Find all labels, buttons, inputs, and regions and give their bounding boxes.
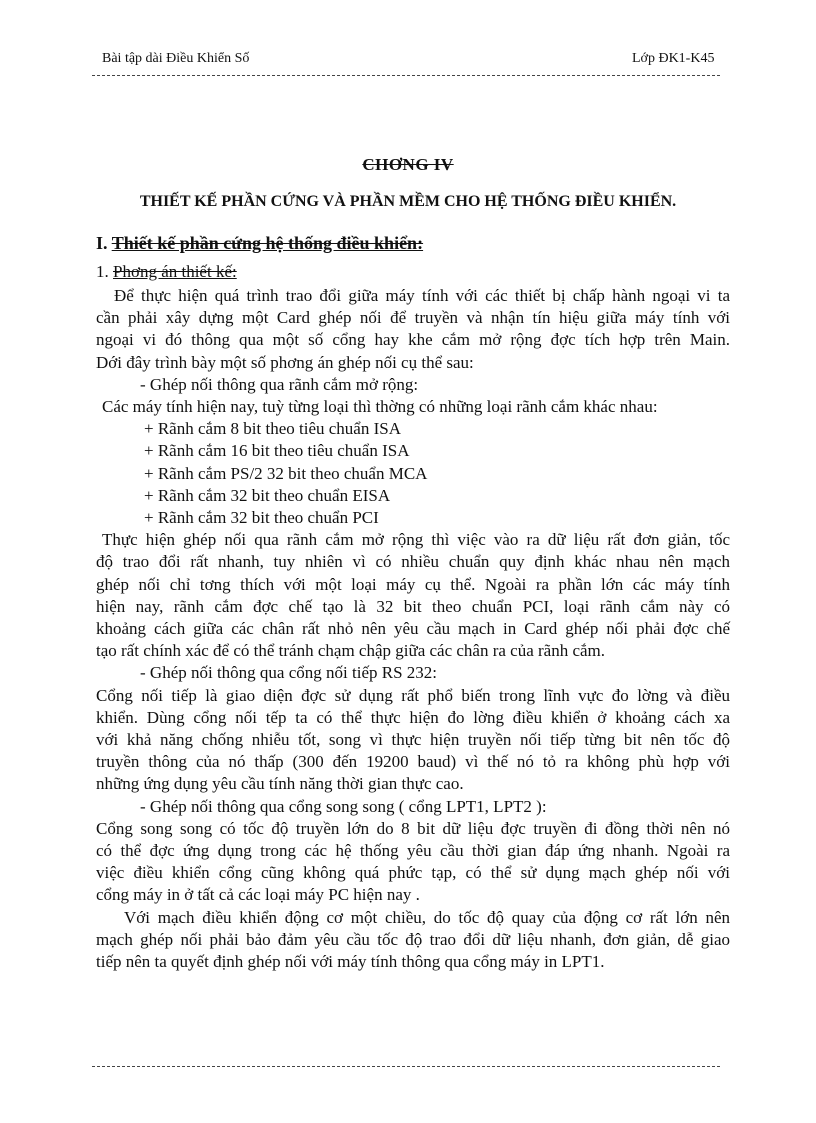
text-line: Cổng nối tiếp là giao diện đợc sử dụng rất phổ biến trong lĩnh vực đo lờng và điều	[96, 685, 730, 705]
text-line: Để thực hiện quá trình trao đổi giữa máy tính với các thiết bị chấp hành ngoại vi ta	[114, 286, 730, 305]
text-line: mạch ghép nối phải bảo đảm yêu cầu tốc độ trao đổi dữ liệu nhanh, đơn giản, dễ giao	[96, 929, 730, 949]
text-line: hiện nay, rãnh cắm đợc chế tạo là 32 bit theo chuẩn PCI, loại rãnh cắm này có	[96, 596, 730, 616]
text-line: tiếp nên ta quyết định ghép nối với máy tính thông qua cổng máy in LPT1.	[96, 952, 605, 972]
slot-heading: - Ghép nối thông qua rãnh cắm mở rộng:	[140, 374, 419, 394]
text-line: những ứng dụng yêu cầu tính năng thời gian thực cao.	[96, 774, 464, 794]
text-line: độ trao đổi rất nhanh, tuy nhiên vì có nhiều chuẩn quy định khác nhau nên mạch	[96, 552, 730, 572]
text-line: cổng máy in ở tất cả các loại máy PC hiện nay .	[96, 885, 420, 905]
text-line: Dới đây trình bày một số phơng án ghép nối cụ thể sau:	[96, 352, 474, 372]
section-title: Thiết kế phần cứng hệ thống điều khiển:	[111, 233, 424, 253]
list-item: + Rãnh cắm PS/2 32 bit theo chuẩn MCA	[144, 463, 428, 483]
header-divider	[92, 75, 720, 76]
text-line: cần phải xây dựng một Card ghép nối để truyền và nhận tín hiệu giữa máy tính với	[96, 308, 730, 328]
text-line: Cổng song song có tốc độ truyền lớn do 8 bit dữ liệu đợc truyền đi đồng thời nên nó	[96, 818, 730, 838]
document-body	[96, 285, 730, 973]
text-line: truyền thông của nó thấp (300 đến 19200 baud) vì thế nó tỏ ra không phù hợp với	[96, 752, 730, 772]
list-item: + Rãnh cắm 8 bit theo tiêu chuẩn ISA	[144, 419, 401, 439]
text-line: ghép nối chỉ tơng thích với một loại máy cụ thể. Ngoài ra phần lớn các máy tính	[96, 574, 730, 594]
chapter-title: CHƠNG IV	[362, 155, 454, 174]
text-line: khoảng cách giữa các chân rất nhỏ nên yêu cầu mạch in Card ghép nối phải đợc chế	[96, 619, 730, 639]
text-line: việc điều khiển cổng cũng không quá phức tạp, có thể sử dụng mạch ghép nối với	[96, 863, 730, 883]
text-line: có thể đợc ứng dụng trong các hệ thống yêu cầu thời gian đáp ứng nhanh. Ngoài ra	[96, 841, 730, 861]
text-line: khiển. Dùng cổng nối tếp ta có thể thực hiện đo lờng điều khiển ở khoảng cách xa	[96, 707, 730, 727]
text-line: tạo rất chính xác để có thể tránh chạm chập giữa các chân ra của rãnh cắm.	[96, 641, 606, 661]
subsection-number: 1.	[96, 262, 113, 281]
list-item: + Rãnh cắm 32 bit theo chuẩn PCI	[144, 508, 379, 528]
subsection-title: Phơng án thiết kế:	[113, 262, 237, 281]
subsection-heading	[96, 262, 237, 282]
parallel-heading: - Ghép nối thông qua cổng song song ( cổng LPT1, LPT2 ):	[140, 796, 547, 816]
text-line: Với mạch điều khiển động cơ một chiều, do tốc độ quay của động cơ rất lớn nên	[124, 907, 730, 927]
section-heading	[96, 233, 423, 254]
footer-divider	[92, 1066, 720, 1067]
text-line: Thực hiện ghép nối qua rãnh cắm mở rộng thì việc vào ra dữ liệu rất đơn giản, tốc	[102, 530, 730, 550]
text-line: ngoại vi đó thông qua một số cổng hay khe cắm mở rộng đợc tích hợp trên Main.	[96, 330, 730, 350]
text-line: với khả năng chống nhiễu tốt, song vì thực hiện truyền nối tiếp từng bit nên tốc độ	[96, 730, 730, 750]
header-course-title: Bài tập dài Điều Khiển Số	[102, 51, 250, 66]
header-class-name: Lớp ĐK1-K45	[632, 51, 715, 66]
serial-heading: - Ghép nối thông qua cổng nối tiếp RS 232:	[140, 663, 438, 683]
section-number: I.	[96, 233, 112, 253]
list-item: + Rãnh cắm 16 bit theo tiêu chuẩn ISA	[144, 441, 410, 461]
slot-intro: Các máy tính hiện nay, tuỳ từng loại thì thờng có những loại rãnh cắm khác nhau:	[102, 397, 658, 417]
chapter-subtitle: THIẾT KẾ PHẦN CỨNG VÀ PHẦN MỀM CHO HỆ THỐNG ĐIỀU KHIỂN.	[139, 193, 677, 210]
list-item: + Rãnh cắm 32 bit theo chuẩn EISA	[144, 485, 391, 505]
